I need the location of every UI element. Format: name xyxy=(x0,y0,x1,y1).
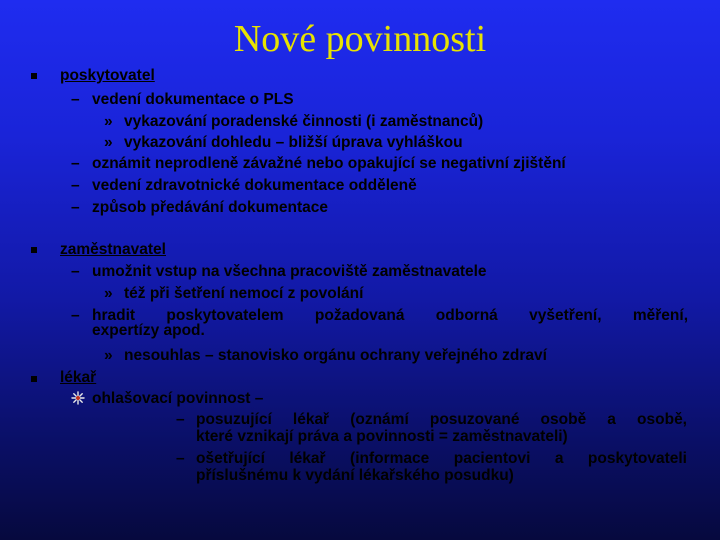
raquo-bullet-icon: » xyxy=(104,347,113,364)
list-item: způsob předávání dokumentace xyxy=(92,199,328,216)
list-item: oznámit neprodleně závažné nebo opakující se negativní zjištění xyxy=(92,155,566,172)
list-item: vedení zdravotnické dokumentace odděleně xyxy=(92,177,417,194)
dash-bullet-icon: – xyxy=(71,177,80,194)
list-item: hradit poskytovatelem požadovaná odborná vyšetření, měření, xyxy=(92,307,688,324)
dash-bullet-icon: – xyxy=(71,91,80,108)
list-item: ohlašovací povinnost – xyxy=(92,390,264,407)
list-item: umožnit vstup na všechna pracoviště zaměstnavatele xyxy=(92,263,487,280)
dash-bullet-icon: – xyxy=(176,411,185,428)
square-bullet-icon xyxy=(31,247,37,253)
dash-bullet-icon: – xyxy=(176,450,185,467)
square-bullet-icon xyxy=(31,376,37,382)
section-label-lekar[interactable]: lékař xyxy=(60,369,97,386)
dash-bullet-icon: – xyxy=(71,307,80,324)
dash-bullet-icon: – xyxy=(71,263,80,280)
square-bullet-icon xyxy=(31,73,37,79)
list-item: vykazování poradenské činnosti (i zaměstnanců) xyxy=(124,113,484,130)
list-item: vykazování dohledu – bližší úprava vyhláškou xyxy=(124,134,463,151)
raquo-bullet-icon: » xyxy=(104,113,113,130)
list-item: nesouhlas – stanovisko orgánu ochrany veřejného zdraví xyxy=(124,347,547,364)
raquo-bullet-icon: » xyxy=(104,285,113,302)
list-item: posuzující lékař (oznámí posuzované osobě a osobě, xyxy=(196,411,687,428)
list-item-continuation: které vznikají práva a povinnosti = zaměstnavateli) xyxy=(196,428,568,445)
list-item: též při šetření nemocí z povolání xyxy=(124,285,364,302)
section-label-poskytovatel[interactable]: poskytovatel xyxy=(60,67,155,84)
list-item-continuation: expertízy apod. xyxy=(92,322,205,339)
dash-bullet-icon: – xyxy=(71,155,80,172)
raquo-bullet-icon: » xyxy=(104,134,113,151)
dash-bullet-icon: – xyxy=(71,199,80,216)
section-label-zamestnavatel[interactable]: zaměstnavatel xyxy=(60,241,166,258)
snowflake-bullet-icon xyxy=(71,391,85,405)
list-item-continuation: příslušnému k vydání lékařského posudku) xyxy=(196,467,514,484)
list-item: vedení dokumentace o PLS xyxy=(92,91,294,108)
slide-title: Nové povinnosti xyxy=(233,18,487,60)
list-item: ošetřující lékař (informace pacientovi a poskytovateli xyxy=(196,450,687,467)
